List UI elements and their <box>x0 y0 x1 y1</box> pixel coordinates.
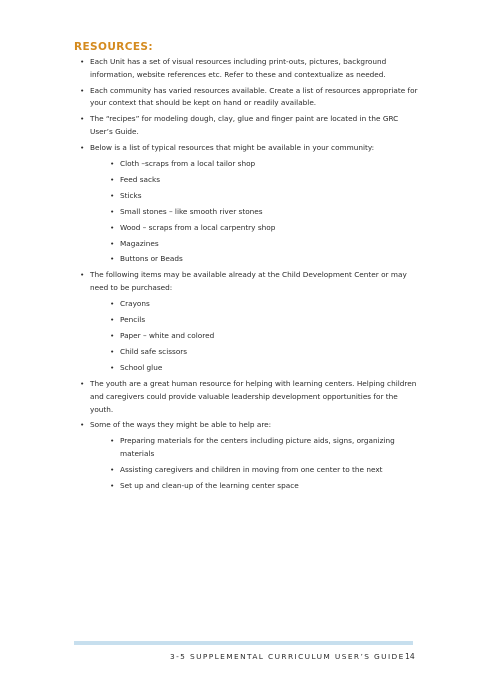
footer-title: 3-5 SUPPLEMENTAL CURRICULUM USER’S GUIDE <box>170 652 405 661</box>
bullet-icon: • <box>110 480 115 490</box>
list-item-text: Some of the ways they might be able to help are: <box>90 420 272 430</box>
sub-list-item-text: Preparing materials for the centers including picture aids, signs, organizing materials <box>120 436 395 458</box>
list-item-text: Below is a list of typical resources that might be available in your community: <box>90 142 375 152</box>
sub-list-item-text: Assisting caregivers and children in moving from one center to the next <box>120 464 383 474</box>
sub-list-item-text: Sticks <box>120 190 142 200</box>
sub-list-item <box>110 480 420 493</box>
sub-list-item <box>110 222 420 235</box>
page-number: 14 <box>405 652 415 661</box>
sub-list-item <box>110 346 420 359</box>
bullet-icon: • <box>80 142 85 152</box>
sub-list-item <box>110 190 420 203</box>
bullet-icon: • <box>110 363 115 372</box>
sub-list <box>90 435 420 493</box>
bullet-icon: • <box>80 378 85 388</box>
sub-list-item-text: Small stones – like smooth river stones <box>120 206 263 216</box>
sub-list-item <box>110 174 420 187</box>
bullet-icon: • <box>80 270 85 280</box>
sub-list-item-text: Feed sacks <box>120 174 161 184</box>
bullet-icon: • <box>110 436 115 446</box>
sub-list-item <box>110 435 420 461</box>
bullet-icon: • <box>110 299 115 309</box>
sub-list-item-text: Magazines <box>120 238 159 248</box>
sub-list-item <box>110 158 420 171</box>
footer-rule <box>74 641 413 645</box>
bullet-icon: • <box>110 190 115 200</box>
bullet-icon: • <box>80 85 85 95</box>
sub-list-item <box>110 206 420 219</box>
sub-list-item <box>110 362 420 375</box>
bullet-icon: • <box>110 206 115 216</box>
list-item <box>80 142 420 267</box>
bullet-icon: • <box>110 158 115 168</box>
sub-list-item-text: Paper – white and colored <box>120 331 215 341</box>
sub-list <box>90 158 420 267</box>
list-item-text: The “recipes” for modeling dough, clay, glue and finger paint are located in the GRC User’s Guide. <box>90 114 399 136</box>
bullet-icon: • <box>110 222 115 232</box>
bullet-icon: • <box>110 347 115 357</box>
list-item-text: Each Unit has a set of visual resources including print-outs, pictures, background information, website references etc. Refer to these and contextualize as needed. <box>90 57 387 79</box>
list-item <box>80 85 420 111</box>
sub-list-item-text: Set up and clean-up of the learning center space <box>120 480 299 490</box>
bullet-icon: • <box>80 114 85 124</box>
bullet-icon: • <box>80 57 85 66</box>
sub-list-item <box>110 314 420 327</box>
sub-list-item-text: Cloth –scraps from a local tailor shop <box>120 158 256 168</box>
sub-list-item <box>110 298 420 311</box>
bullet-icon: • <box>80 420 85 430</box>
list-item-text: The following items may be available already at the Child Development Center or may need to be purchased: <box>90 270 407 293</box>
list-item <box>80 56 420 82</box>
sub-list-item <box>110 238 420 251</box>
section-title: RESOURCES: <box>74 41 153 53</box>
sub-list-item-text: Crayons <box>120 299 150 309</box>
sub-list <box>90 298 420 375</box>
sub-list-item <box>110 464 420 477</box>
list-item <box>80 269 420 374</box>
bullet-icon: • <box>110 254 115 264</box>
sub-list-item-text: School glue <box>120 363 163 372</box>
sub-list-item-text: Pencils <box>120 315 146 325</box>
list-item <box>80 113 420 139</box>
sub-list-item-text: Buttons or Beads <box>120 254 183 264</box>
sub-list-item <box>110 330 420 343</box>
sub-list-item-text: Child safe scissors <box>120 347 188 357</box>
list-item-text: Each community has varied resources available. Create a list of resources appropriate for your context that should be kept on hand or readily available. <box>90 85 418 108</box>
bullet-icon: • <box>110 238 115 248</box>
list-item-text: The youth are a great human resource for helping with learning centers. Helping children and caregivers could provide valuable leadership development opportunities for the youth. <box>90 378 417 414</box>
bullet-icon: • <box>110 174 115 184</box>
bullet-icon: • <box>110 464 115 474</box>
bullet-icon: • <box>110 331 115 341</box>
sub-list-item-text: Wood – scraps from a local carpentry shop <box>120 222 276 232</box>
list-item <box>80 419 420 492</box>
bullet-icon: • <box>110 315 115 325</box>
sub-list-item <box>110 253 420 266</box>
resources-list <box>80 56 420 496</box>
list-item <box>80 378 420 416</box>
